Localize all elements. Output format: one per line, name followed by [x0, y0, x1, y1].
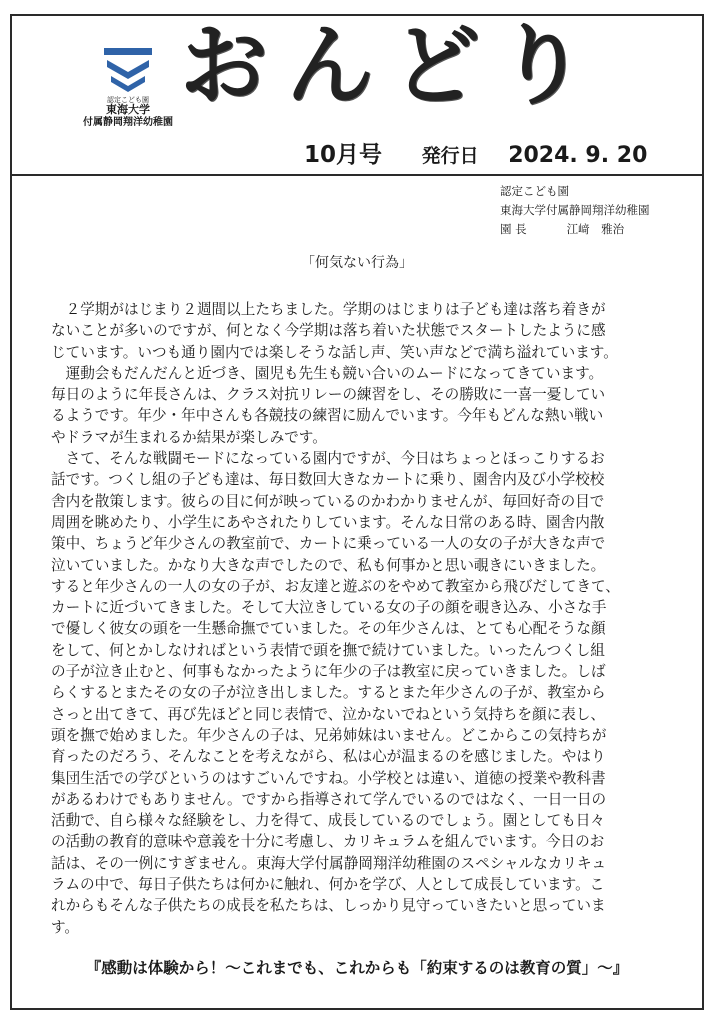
- signature-line3: [500, 220, 650, 239]
- body-line: じています。いつも通り園内では楽しそうな話し声、笑い声などで満ち溢れています。: [51, 343, 618, 361]
- body-line: 話です。つくし組の子ども達は、毎日数回大きなカートに乗り、園舎内及び小学校校: [51, 471, 605, 489]
- article-body: [51, 299, 683, 938]
- newsletter-title: おんどり: [180, 14, 605, 117]
- body-line: 周囲を眺めたり、小学生にあやされたりしています。そんな日常のある時、園舎内散: [51, 513, 605, 531]
- date-label: 発行日: [421, 145, 479, 167]
- article-heading: 「何気ない行為」: [301, 255, 413, 271]
- body-line: 運動会もだんだんと近づき、園児も先生も競い合いのムードになってきています。: [51, 364, 604, 382]
- body-line: るようです。年少・年中さんも各競技の練習に励んでいます。今年もどんな熱い戦い: [51, 407, 604, 425]
- body-line: さて、そんな戦闘モードになっている園内ですが、今日はちょっとほっこりするお: [51, 450, 605, 468]
- principal-role: 園 長: [500, 222, 527, 236]
- body-line: 活動で、自ら様々な経験をし、力を得て、成長しているのでしょう。園としても日々: [51, 812, 605, 830]
- issue-row: [304, 136, 647, 166]
- body-line: ２学期がはじまり２週間以上たちました。学期のはじまりは子ども達は落ち着きが: [51, 301, 606, 318]
- body-line: 毎日のように年長さんは、クラス対抗リレーの練習をし、その勝敗に一喜一憂してい: [51, 386, 606, 404]
- body-line: 舎内を散策します。彼らの目に何が映っているのかわかりませんが、毎回好奇の目で: [51, 492, 605, 510]
- body-line: があるわけでもありません。ですから指導されて学んでいるのではなく、一日一日の: [51, 790, 607, 808]
- body-line: さっと出てきて、再び先ほどと同じ表情で、泣かないでねという気持ちを顔に表し、: [51, 705, 605, 723]
- closing-motto: 『感動は体験から！～これまでも、これからも「約束するのは教育の質」～』: [85, 959, 629, 977]
- signature-line1: 認定こども園: [500, 184, 569, 198]
- body-line: の活動の教育的意味や意義を十分に考慮し、カリキュラムを組んでいます。今日のお: [51, 833, 605, 851]
- body-line: ないことが多いのですが、何となく今学期は落ち着いた状態でスタートしたように感: [51, 322, 606, 340]
- logo-kindergarten: 付属静岡翔洋幼稚園: [83, 116, 173, 128]
- body-line: で優しく彼女の頭を一生懸命撫でていました。その年少さんは、とても心配そうな顔: [51, 620, 606, 638]
- body-line: 頭を撫で始めました。年少さんの子は、兄弟姉妹はいません。どこからこの気持ちが: [51, 726, 607, 744]
- body-line: 泣いていました。かなり大きな声でしたので、私も何事かと思い覗きにいきました。: [51, 556, 606, 574]
- newsletter-page: [10, 14, 704, 1010]
- logo-subtitle: 認定こども園: [107, 96, 149, 104]
- body-line: カートに近づいてきました。そして大泣きしている女の子の顔を覗き込み、小さな手: [51, 599, 607, 617]
- body-line: ラムの中で、毎日子供たちは何かに触れ、何かを学び、人として成長しています。こ: [51, 876, 605, 894]
- body-line: す。: [51, 918, 80, 936]
- signature-line2: 東海大学付属静岡翔洋幼稚園: [500, 203, 650, 217]
- header-divider: [12, 174, 702, 176]
- body-line: らくするとまたその女の子が泣き出しました。するとまた年少さんの子が、教室から: [51, 684, 606, 702]
- principal-name: 江﨑 雅治: [566, 222, 625, 236]
- logo-university: 東海大学: [106, 103, 150, 117]
- body-line: 育ったのだろう、そんなことを考えながら、私は心が温まるのを感じました。やはり: [51, 748, 606, 766]
- body-line: 集団生活での学びというのはすごいんですね。小学校とは違い、道徳の授業や教科書: [51, 769, 606, 787]
- issue-number: 10月号: [304, 142, 383, 168]
- body-line: 策中、ちょうど年少さんの教室前で、カートに乗っている一人の女の子が大きな声で: [51, 535, 606, 553]
- school-logo: [82, 46, 174, 156]
- body-line: をして、何とかしなければという表情で頭を撫で続けていました。いったんつくし組: [51, 641, 605, 659]
- issue-date: 2024. 9. 20: [508, 143, 648, 168]
- body-line: れからもそんな子供たちの成長を私たちは、しっかり見守っていきたいと思っていま: [51, 897, 606, 915]
- body-line: 話は、その一例にすぎません。東海大学付属静岡翔洋幼稚園のスペシャルなカリキュ: [51, 854, 607, 872]
- body-line: すると年少さんの一人の女の子が、お友達と遊ぶのをやめて教室から飛びだしてきて、: [51, 577, 620, 595]
- body-line: やドラマが生まれるか結果が楽しみです。: [51, 428, 327, 446]
- body-line: の子が泣き止むと、何事もなかったように年少の子は教室に戻っていきました。しば: [51, 663, 606, 681]
- school-crest-icon: [101, 46, 155, 94]
- signature-block: [500, 182, 650, 239]
